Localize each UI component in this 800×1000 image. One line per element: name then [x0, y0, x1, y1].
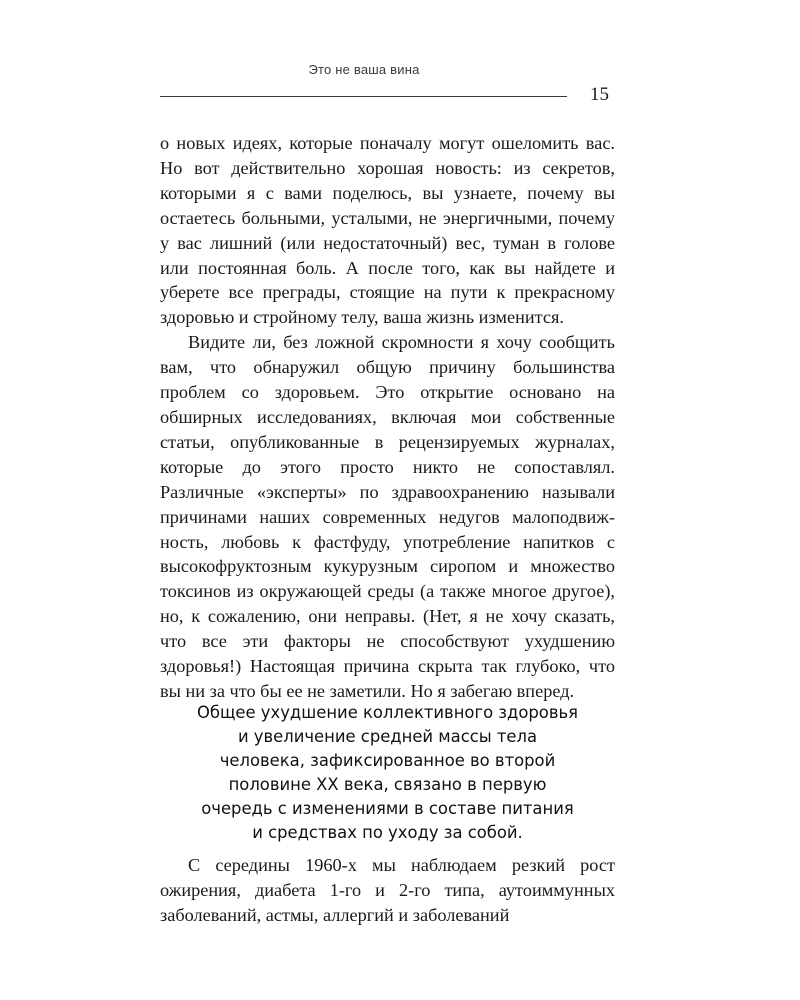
running-head-title: Это не ваша вина	[308, 62, 420, 77]
paragraph: Видите ли, без ложной скромности я хочу сообщить вам, что обнаружил общую причину большинства проблем со здоровьем. Это открытие основано на обширных исследованиях, включая мои собственные статьи, опубликованные в рецензируемых журналах, которые до этого просто никто не сопоставлял. Различные «эксперты» по здравоохранению называли причинами наших современных недугов малоподвижность, любовь к фастфуду, употребление напитков с высокофруктозным кукурузным сиропом и множество токсинов из окружающей среды (а также многое другое), но, к сожалению, они неправы. (Нет, я не хочу сказать, что все эти факторы не способствуют ухудшению здоровья!) Настоящая причина скрыта так глубоко, что вы ни за что бы ее не заметили. Но я забегаю вперед.	[160, 332, 615, 701]
pull-quote-line: очередь с изменениями в составе питания	[201, 799, 574, 818]
page-number: 15	[590, 84, 609, 105]
paragraph: о новых идеях, которые поначалу могут ошеломить вас. Но вот действительно хорошая новость: из секретов, которыми я с вами поделюсь, вы узнаете, почему вы остаетесь больными, усталыми, не энергичными, почему у вас лишний (или недостаточный) вес, туман в голове или постоянная боль. А после того, как вы найдете и уберете все преграды, стоящие на пути к прекрасному здоровью и стройному телу, ваша жизнь изменится.	[160, 133, 615, 328]
pull-quote-line: и увеличение средней массы тела	[237, 727, 538, 746]
pull-quote-line: половине XX века, связано в первую	[228, 775, 547, 794]
pull-quote	[160, 701, 615, 845]
pull-quote-line: человека, зафиксированное во второй	[219, 751, 556, 770]
header-rule	[160, 96, 567, 97]
pull-quote-line: Общее ухудшение коллективного здоровья	[196, 703, 578, 722]
pull-quote-line: и средствах по уходу за собой.	[252, 823, 523, 842]
body-text-top	[160, 131, 615, 704]
body-text-bottom	[160, 853, 615, 928]
paragraph: С середины 1960-х мы наблюдаем резкий рост ожирения, диабета 1-го и 2-го типа, аутоиммунных заболеваний, астмы, аллергий и заболеваний	[160, 855, 615, 925]
